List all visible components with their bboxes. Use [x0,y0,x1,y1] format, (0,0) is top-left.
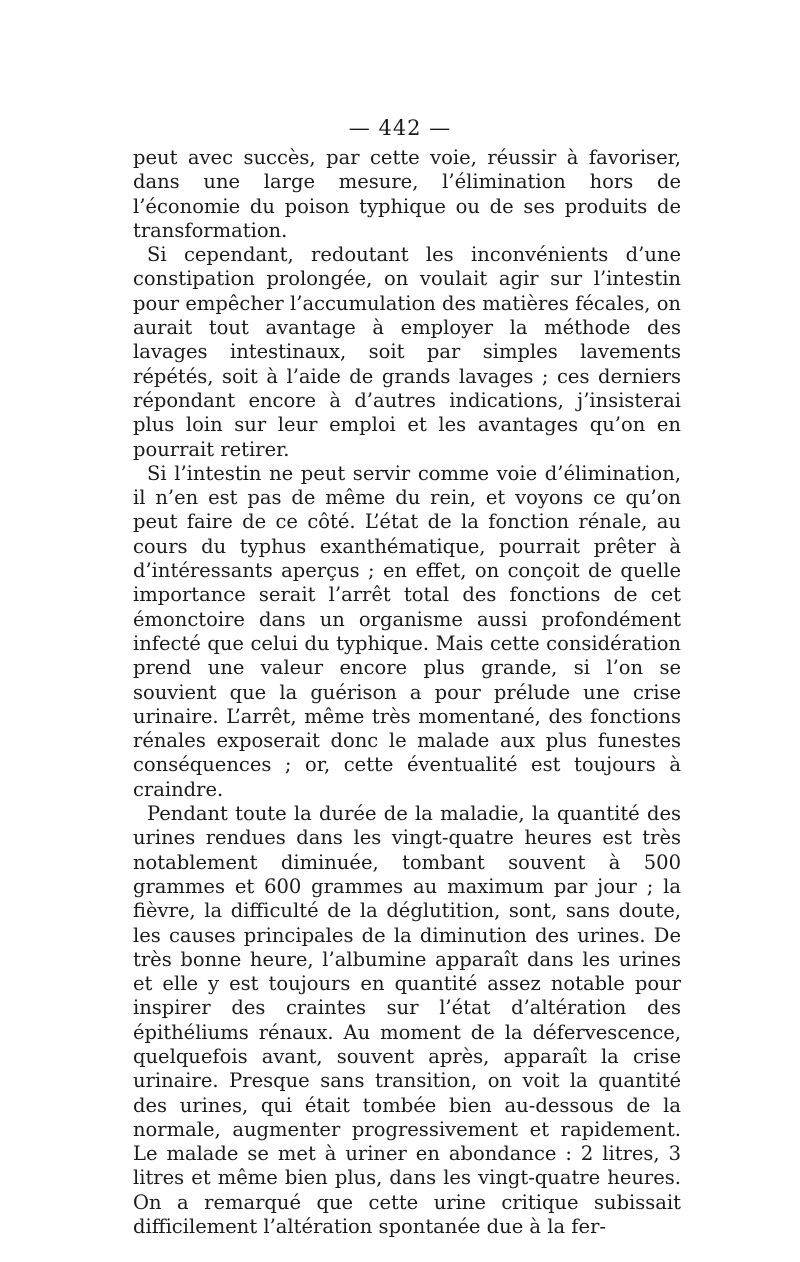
paragraph-2: Si cependant, redoutant les inconvénients d’une constipation prolongée, on voulait agir sur l’intestin pour empêcher l’accumulation des matières fécales, on aurait tout avantage à employer la méthode des lavages intestinaux, soit par simples lavements répétés, soit à l’aide de grands lavages ; ces derniers répondant encore à d’autres indications, j’insisterai plus loin sur leur emploi et les avantages qu’on en pourrait retirer. [133,243,681,461]
paragraph-1: peut avec succès, par cette voie, réussir à favoriser, dans une large mesure, l’élimination hors de l’économie du poison typhique ou de ses produits de transformation. [133,146,681,242]
paragraph-4: Pendant toute la durée de la maladie, la quantité des urines rendues dans les vingt-quatre heures est très notablement diminuée, tombant souvent à 500 grammes et 600 grammes au maximum par jour ; la fièvre, la difficulté de la déglutition, sont, sans doute, les causes principales de la diminution des urines. De très bonne heure, l’albumine apparaît dans les urines et elle y est toujours en quantité assez notable pour inspirer des craintes sur l’état d’altération des épithéliums rénaux. Au moment de la défervescence, quelquefois avant, souvent après, apparaît la crise urinaire. Presque sans transition, on voit la quantité des urines, qui était tombée bien au-dessous de la normale, augmenter progressivement et rapidement. Le malade se met à uriner en abondance : 2 litres, 3 litres et même bien plus, dans les vingt-quatre heures. On a remarqué que cette urine critique subissait difficilement l’altération spontanée due à la fer- [133,802,681,1239]
page-number: — 442 — [348,116,452,140]
paragraph-3: Si l’intestin ne peut servir comme voie d’élimination, il n’en est pas de même du rein, et voyons ce qu’on peut faire de ce côté. L’état de la fonction rénale, au cours du typhus exanthématique, pourrait prêter à d’intéressants aperçus ; en effet, on conçoit de quelle importance serait l’arrêt total des fonctions de cet émonctoire dans un organisme aussi profondément infecté que celui du typhique. Mais cette considération prend une valeur encore plus grande, si l’on se souvient que la guérison a pour prélude une crise urinaire. L’arrêt, même très momentané, des fonctions rénales exposerait donc le malade aux plus funestes conséquences ; or, cette éventualité est toujours à craindre. [133,461,681,801]
body-text [133,146,681,1239]
